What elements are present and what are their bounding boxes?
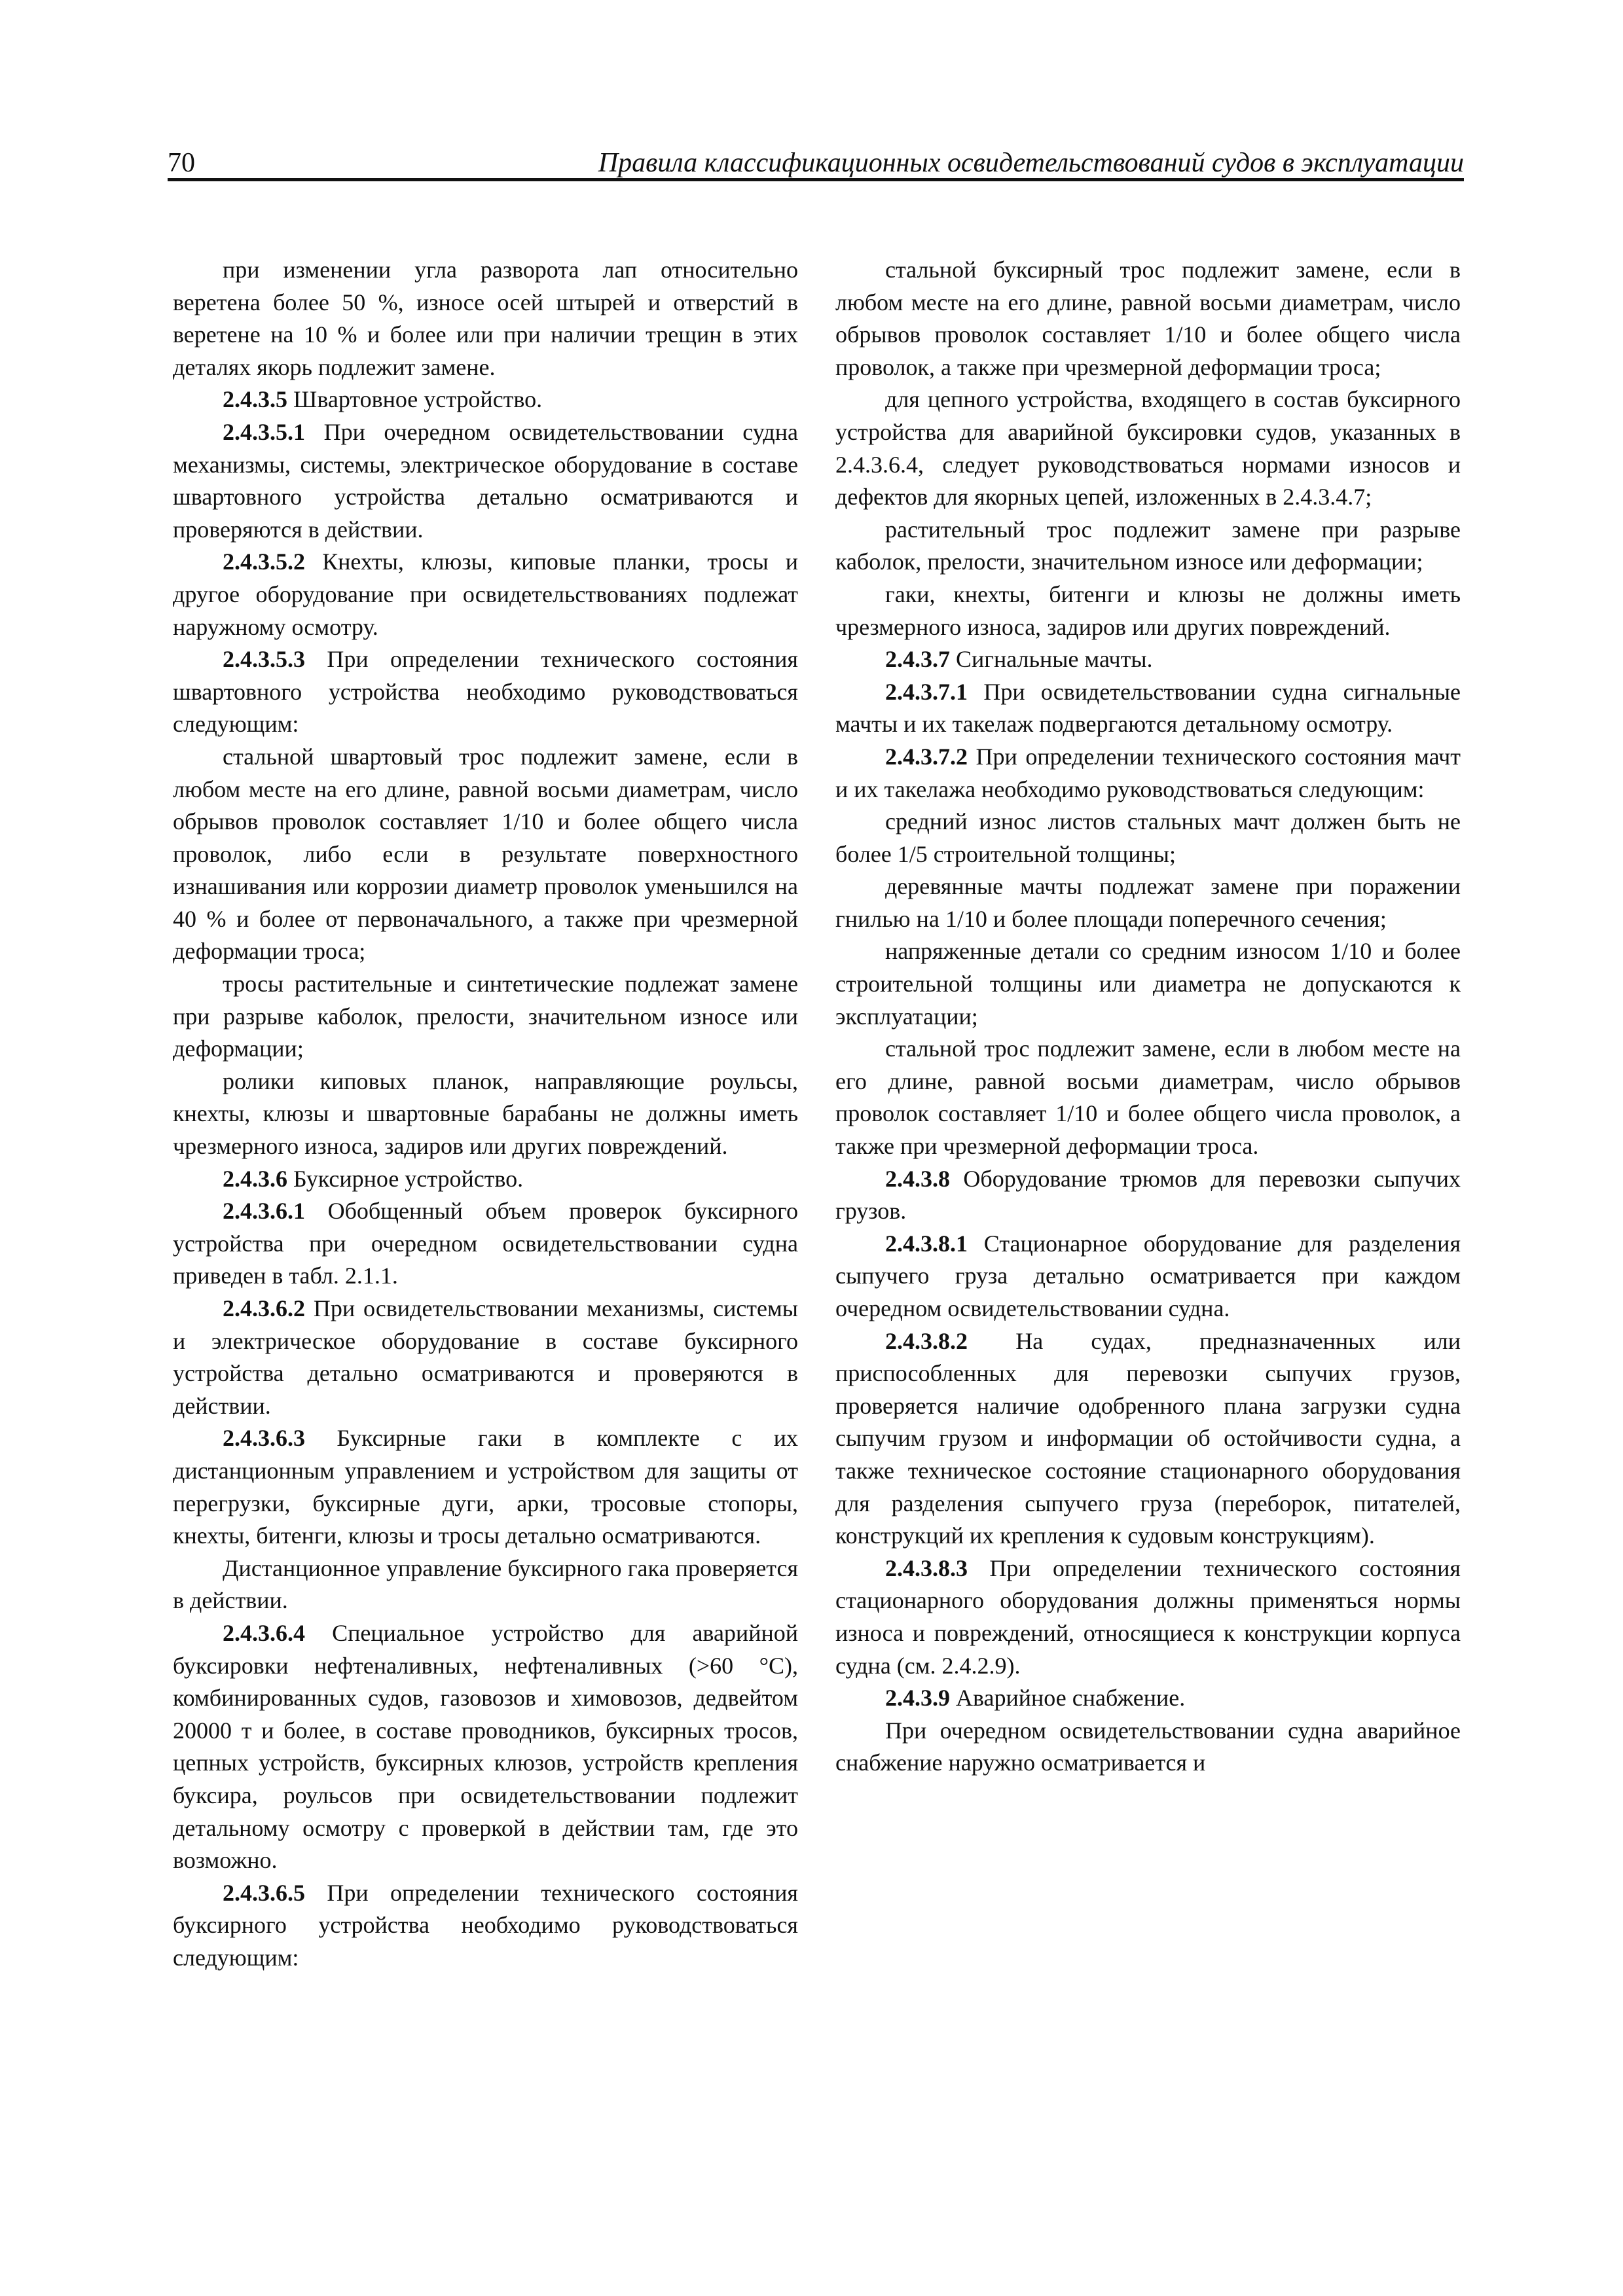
paragraph: растительный трос подлежит замене при разрыве каболок, прелости, значительном износе или деформации; <box>835 516 1461 575</box>
paragraph: 2.4.3.5.2 Кнехты, клюзы, киповые планки, тросы и другое оборудование при освидетельствованиях подлежат наружному осмотру. <box>173 548 798 640</box>
left-column <box>173 254 798 1974</box>
paragraph: 2.4.3.9 Аварийное снабжение. <box>885 1685 1186 1712</box>
paragraph: тросы растительные и синтетические подлежат замене при разрыве каболок, прелости, значительном износе или деформации; <box>173 971 798 1062</box>
paragraph: При очередном освидетельствовании судна аварийное снабжение наружно осматривается и <box>835 1717 1461 1776</box>
page-header <box>168 143 1464 183</box>
paragraph: 2.4.3.8 Оборудование трюмов для перевозки сыпучих грузов. <box>835 1165 1461 1225</box>
page-number: 70 <box>168 148 195 178</box>
running-title: Правила классификационных освидетельствований судов в эксплуатации <box>598 148 1464 178</box>
paragraph: гаки, кнехты, битенги и клюзы не должны иметь чрезмерного износа, задиров или других повреждений. <box>835 581 1461 640</box>
paragraph: 2.4.3.6.3 Буксирные гаки в комплекте с их дистанционным управлением и устройством для защиты от перегрузки, буксирные дуги, арки, тросовые стопоры, кнехты, битенги, клюзы и тросы детально осматриваются. <box>173 1425 798 1549</box>
paragraph: 2.4.3.6 Буксирное устройство. <box>223 1165 524 1192</box>
paragraph: 2.4.3.7.1 При освидетельствовании судна сигнальные мачты и их такелаж подвергаются детальному осмотру. <box>835 678 1461 738</box>
paragraph: для цепного устройства, входящего в состав буксирного устройства для аварийной буксировки судов, указанных в 2.4.3.6.4, следует руководствоваться нормами износов и дефектов для якорных цепей, изложенных в 2.4.3.4.7; <box>835 386 1461 511</box>
paragraph: 2.4.3.7.2 При определении технического состояния мачт и их такелажа необходимо руководствоваться следующим: <box>835 743 1461 802</box>
paragraph: при изменении угла разворота лап относительно веретена более 50 %, износе осей штырей и отверстий в веретене на 10 % и более или при наличии трещин в этих деталях якорь подлежит замене. <box>173 257 798 380</box>
paragraph: Дистанционное управление буксирного гака проверяется в действии. <box>173 1554 798 1614</box>
paragraph: 2.4.3.8.1 Стационарное оборудование для разделения сыпучего груза детально осматривается при каждом очередном освидетельствовании судна. <box>835 1230 1461 1321</box>
paragraph: 2.4.3.6.4 Специальное устройство для аварийной буксировки нефтеналивных, нефтеналивных (>60 °С), комбинированных судов, газовозов и химовозов, дедвейтом 20000 т и более, в составе проводников, буксирных тросов, цепных устройств, буксирных клюзов, устройств крепления буксира, роульсов при освидетельствовании подлежит детальному осмотру с проверкой в действии там, где это возможно. <box>173 1619 798 1874</box>
paragraph: напряженные детали со средним износом 1/10 и более строительной толщины или диаметра не допускаются к эксплуатации; <box>835 938 1461 1030</box>
right-column <box>835 254 1461 1780</box>
paragraph: ролики киповых планок, направляющие роульсы, кнехты, клюзы и швартовные барабаны не должны иметь чрезмерного износа, задиров или других повреждений. <box>173 1067 798 1160</box>
paragraph: 2.4.3.8.3 При определении технического состояния стационарного оборудования должны применяться нормы износа и повреждений, относящиеся к конструкции корпуса судна (см. 2.4.2.9). <box>835 1554 1461 1679</box>
paragraph: 2.4.3.8.2 На судах, предназначенных или приспособленных для перевозки сыпучих грузов, проверяется наличие одобренного плана загрузки судна сыпучим грузом и информации об остойчивости судна, а также техническое состояние стационарного оборудования для разделения сыпучего груза (переборок, питателей, конструкций их крепления к судовым конструкциям). <box>835 1327 1461 1549</box>
paragraph: 2.4.3.5.3 При определении технического состояния швартовного устройства необходимо руководствоваться следующим: <box>173 646 798 738</box>
paragraph: 2.4.3.7 Сигнальные мачты. <box>885 646 1153 673</box>
paragraph: стальной швартовый трос подлежит замене, если в любом месте на его длине, равной восьми диаметрам, число обрывов проволок составляет 1/10 и более общего числа проволок, либо если в результате поверхностного изнашивания или коррозии диаметр проволок уменьшился на 40 % и более от первоначального, а также при чрезмерной деформации троса; <box>173 743 798 965</box>
paragraph: 2.4.3.5 Швартовное устройство. <box>223 386 543 413</box>
paragraph: 2.4.3.6.2 При освидетельствовании механизмы, системы и электрическое оборудование в составе буксирного устройства детально осматриваются и проверяются в действии. <box>173 1295 798 1419</box>
paragraph: стальной трос подлежит замене, если в любом месте на его длине, равной восьми диаметрам, число обрывов проволок составляет 1/10 и более общего числа проволок, а также при чрезмерной деформации троса. <box>835 1035 1461 1160</box>
paragraph: стальной буксирный трос подлежит замене, если в любом месте на его длине, равной восьми диаметрам, число обрывов проволок составляет 1/10 и более общего числа проволок, а также при чрезмерной деформации троса; <box>835 257 1461 380</box>
paragraph: деревянные мачты подлежат замене при поражении гнилью на 1/10 и более площади поперечного сечения; <box>835 873 1461 932</box>
paragraph: 2.4.3.6.5 При определении технического состояния буксирного устройства необходимо руководствоваться следующим: <box>173 1879 798 1971</box>
paragraph: средний износ листов стальных мачт должен быть не более 1/5 строительной толщины; <box>835 808 1461 867</box>
paragraph: 2.4.3.5.1 При очередном освидетельствовании судна механизмы, системы, электрическое оборудование в составе швартовного устройства детально осматриваются и проверяются в действии. <box>173 418 798 543</box>
paragraph: 2.4.3.6.1 Обобщенный объем проверок буксирного устройства при очередном освидетельствовании судна приведен в табл. 2.1.1. <box>173 1198 798 1289</box>
header-rule <box>168 178 1464 181</box>
